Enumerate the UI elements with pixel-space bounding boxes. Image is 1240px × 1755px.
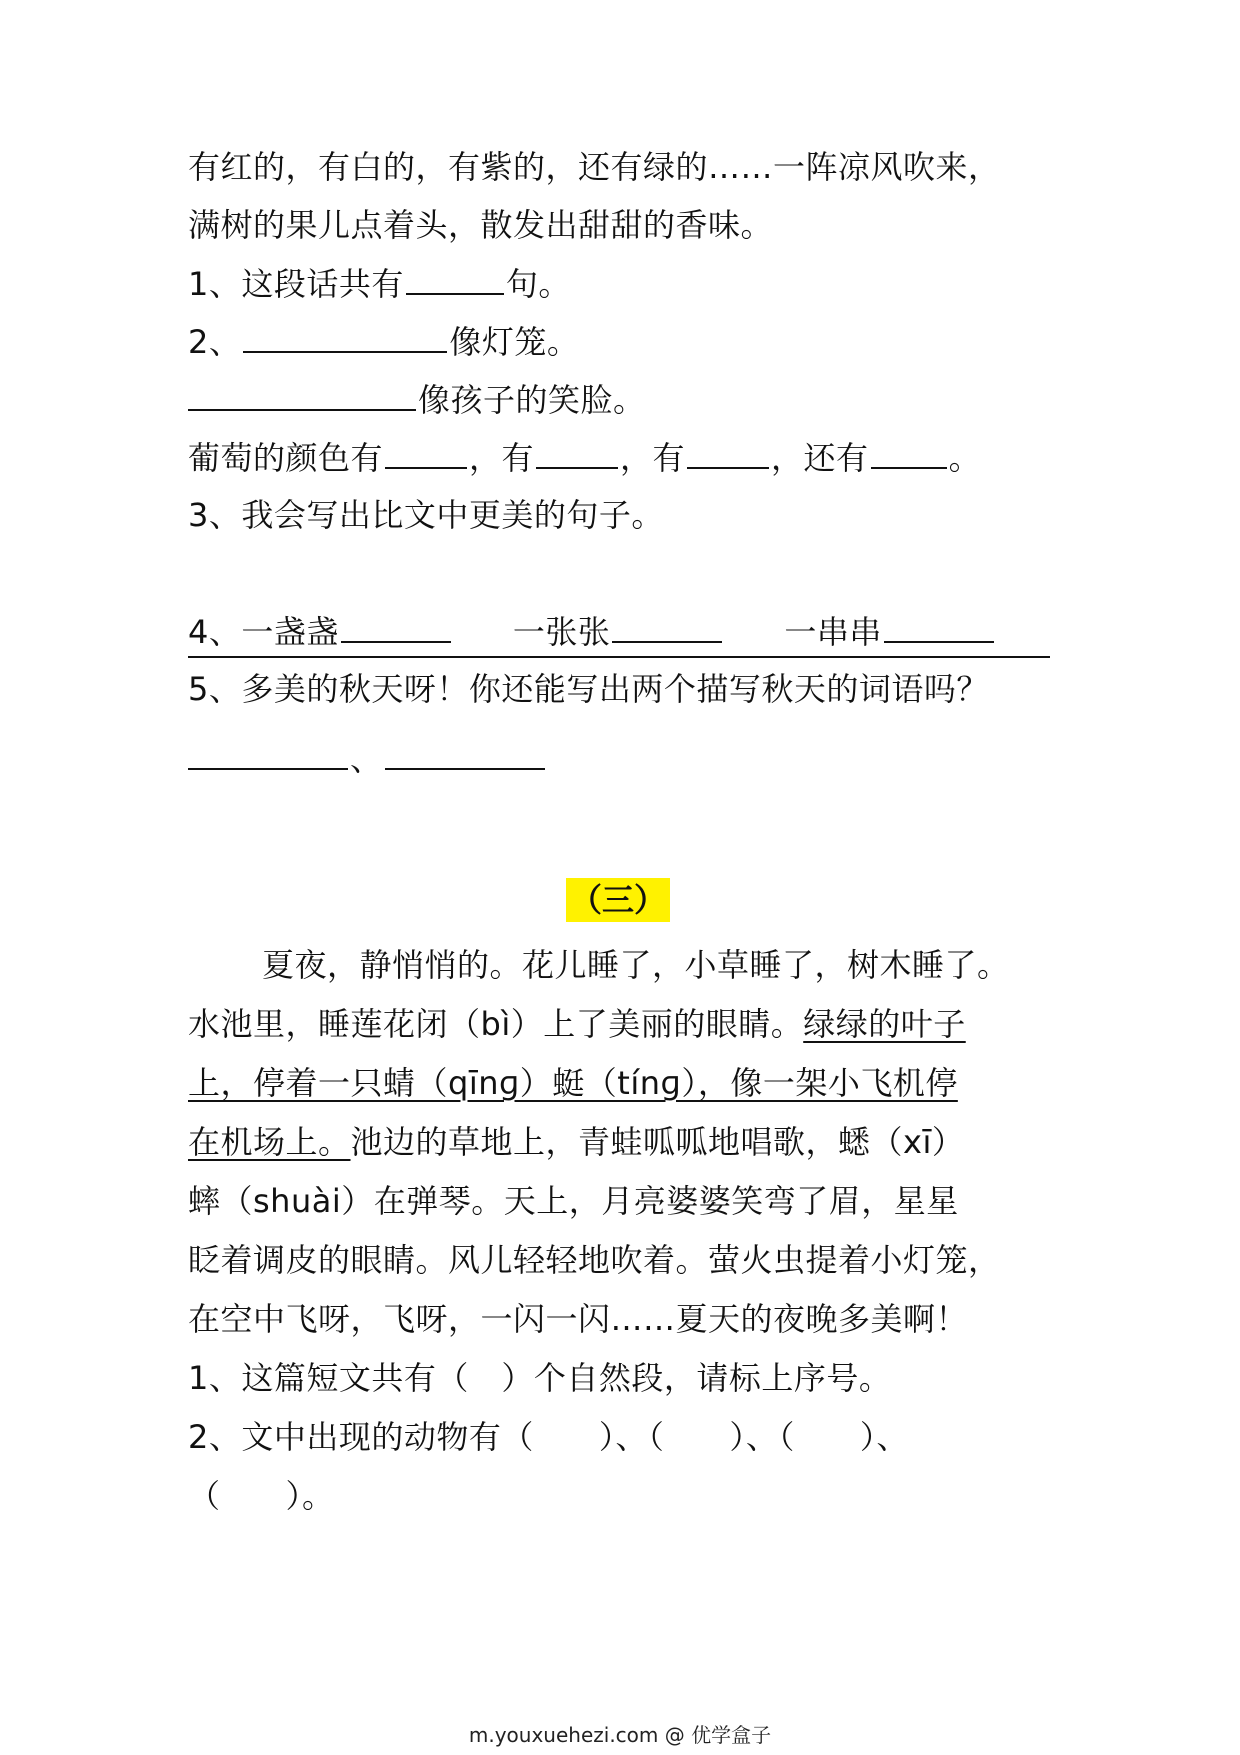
answer-blank[interactable] xyxy=(687,433,769,469)
answer-line[interactable] xyxy=(188,656,1050,658)
answer-blank[interactable] xyxy=(385,433,467,469)
answer-blank[interactable] xyxy=(871,433,947,469)
question-2: 2、 像灯笼。 xyxy=(188,317,1058,366)
passage-line: 水池里，睡莲花闭（bì）上了美丽的眼睛。绿绿的叶子 xyxy=(188,1005,966,1043)
question-1: 1、这段话共有 句。 xyxy=(188,259,1058,308)
answer-blank[interactable] xyxy=(341,607,451,643)
question-2: 2、文中出现的动物有（ ）、（ ）、（ ）、 xyxy=(188,1418,909,1456)
question-2-line: （ ）。 xyxy=(188,1477,335,1515)
question-1: 1、这篇短文共有（ ）个自然段，请标上序号。 xyxy=(188,1359,892,1397)
question-5: 5、多美的秋天呀！你还能写出两个描写秋天的词语吗？ xyxy=(188,670,989,708)
passage-line: 眨着调皮的眼睛。风儿轻轻地吹着。萤火虫提着小灯笼， xyxy=(188,1241,1001,1279)
answer-blank[interactable] xyxy=(406,259,504,295)
answer-blank[interactable] xyxy=(536,433,618,469)
answer-blank[interactable] xyxy=(243,317,447,353)
answer-blank[interactable] xyxy=(385,734,545,770)
answer-blank[interactable] xyxy=(612,607,722,643)
passage-line: 在空中飞呀，飞呀，一闪一闪……夏天的夜晚多美啊！ xyxy=(188,1300,969,1338)
passage-line xyxy=(188,1059,1058,1107)
passage-line: 满树的果儿点着头，散发出甜甜的香味。 xyxy=(188,206,774,244)
question-2-colors: 葡萄的颜色有 ，有 ，有 ，还有 。 xyxy=(188,433,1058,482)
question-4: 4、一盏盏 一张张 一串串 xyxy=(188,607,1058,656)
answer-blank[interactable] xyxy=(188,734,348,770)
answer-blank[interactable] xyxy=(884,607,994,643)
question-3: 3、我会写出比文中更美的句子。 xyxy=(188,496,664,534)
underlined-sentence: 绿绿的叶子 xyxy=(803,1005,966,1043)
footer-watermark: m.youxuehezi.com @ 优学盒子 xyxy=(468,1723,772,1747)
underlined-sentence: 上，停着一只蜻（qīnɡ）蜓（tínɡ），像一架小飞机停 xyxy=(188,1064,958,1102)
section-heading: （三） xyxy=(566,878,670,922)
passage-line: 有红的，有白的，有紫的，还有绿的……一阵凉风吹来， xyxy=(188,148,1001,186)
answer-blank[interactable] xyxy=(188,375,416,411)
passage-line: 夏夜，静悄悄的。花儿睡了，小草睡了，树木睡了。 xyxy=(262,946,1010,984)
passage-line: 蟀（shuài）在弹琴。天上，月亮婆婆笑弯了眉，星星 xyxy=(188,1182,959,1220)
question-5-answers: 、 xyxy=(188,734,1058,783)
underlined-sentence: 在机场上。 xyxy=(188,1123,351,1161)
question-2-line: 像孩子的笑脸。 xyxy=(188,375,1058,424)
passage-line: 在机场上。池边的草地上，青蛙呱呱地唱歌，蟋（xī） xyxy=(188,1123,965,1161)
